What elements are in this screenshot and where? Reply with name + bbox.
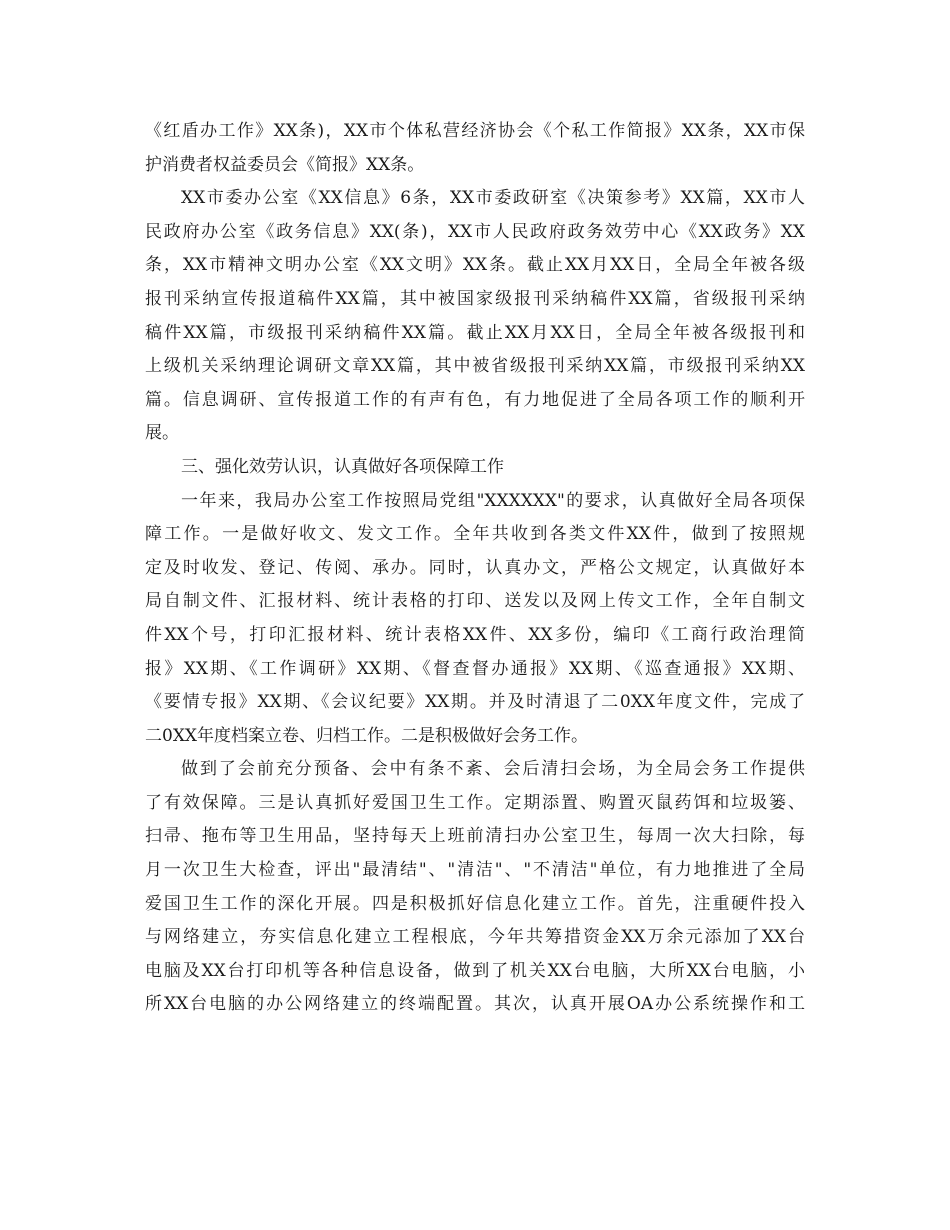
paragraph-first-line: XX市委办公室《XX信息》6条，XX市委政研室《决策参考》XX篇，XX市人	[181, 188, 805, 209]
text-line: 上级机关采纳理论调研文章XX篇，其中被省级报刊采纳XX篇，市级报刊采纳XX	[145, 356, 805, 377]
text-line: 局自制文件、汇报材料、统计表格的打印、送发以及网上传文工作，全年自制文	[145, 591, 805, 612]
text-line: 报刊采纳宣传报道稿件XX篇，其中被国家级报刊采纳稿件XX篇，省级报刊采纳	[145, 288, 805, 309]
text-line: 稿件XX篇，市级报刊采纳稿件XX篇。截止XX月XX日，全局全年被各级报刊和	[145, 322, 805, 343]
text-line: 月一次卫生大检查，评出"最清结"、"清洁"、"不清洁"单位，有力地推进了全局	[145, 860, 805, 881]
text-line: 所XX台电脑的办公网络建立的终端配置。其次，认真开展OA办公系统操作和工	[145, 994, 805, 1015]
text-line: 《要情专报》XX期、《会议纪要》XX期。并及时清退了二0XX年度文件，完成了	[145, 692, 805, 713]
text-line: 障工作。一是做好收文、发文工作。全年共收到各类文件XX件，做到了按照规	[145, 524, 805, 545]
text-line: 定及时收发、登记、传阅、承办。同时，认真办文，严格公文规定，认真做好本	[145, 557, 805, 578]
text-line: 了有效保障。三是认真抓好爱国卫生工作。定期添置、购置灭鼠药饵和垃圾篓、	[145, 792, 805, 813]
text-line: 件XX个号，打印汇报材料、统计表格XX件、XX多份，编印《工商行政治理简	[145, 624, 805, 645]
text-line: 电脑及XX台打印机等各种信息设备，做到了机关XX台电脑，大所XX台电脑，小	[145, 960, 805, 981]
document-body	[145, 115, 805, 1022]
text-line: 与网络建立，夯实信息化建立工程根底，今年共筹措资金XX万余元添加了XX台	[145, 927, 805, 948]
text-line: 扫帚、拖布等卫生用品，坚持每天上班前清扫办公室卫生，每周一次大扫除，每	[145, 826, 805, 847]
text-line: 护消费者权益委员会《简报》XX条。	[145, 154, 425, 175]
text-line: 条，XX市精神文明办公室《XX文明》XX条。截止XX月XX日，全局全年被各级	[145, 255, 805, 276]
text-line: 展。	[145, 423, 179, 444]
paragraph-first-line: 一年来，我局办公室工作按照局党组"XXXXXX"的要求，认真做好全局各项保	[181, 490, 805, 511]
text-line: 爱国卫生工作的深化开展。四是积极抓好信息化建立工作。首先，注重硬件投入	[145, 893, 805, 914]
text-line: 报》XX期、《工作调研》XX期、《督查督办通报》XX期、《巡查通报》XX期、	[145, 658, 805, 679]
text-line: 民政府办公室《政务信息》XX(条)，XX市人民政府政务效劳中心《XX政务》XX	[145, 221, 805, 242]
text-line: 《红盾办工作》XX条)，XX市个体私营经济协会《个私工作简报》XX条，XX市保	[145, 121, 805, 141]
text-line: 二0XX年度档案立卷、归档工作。二是积极做好会务工作。	[145, 725, 589, 746]
text-line: 篇。信息调研、宣传报道工作的有声有色，有力地促进了全局各项工作的顺利开	[145, 389, 805, 410]
section-heading: 三、强化效劳认识，认真做好各项保障工作	[181, 456, 504, 477]
paragraph-first-line: 做到了会前充分预备、会中有条不紊、会后清扫会场，为全局会务工作提供	[181, 759, 805, 780]
